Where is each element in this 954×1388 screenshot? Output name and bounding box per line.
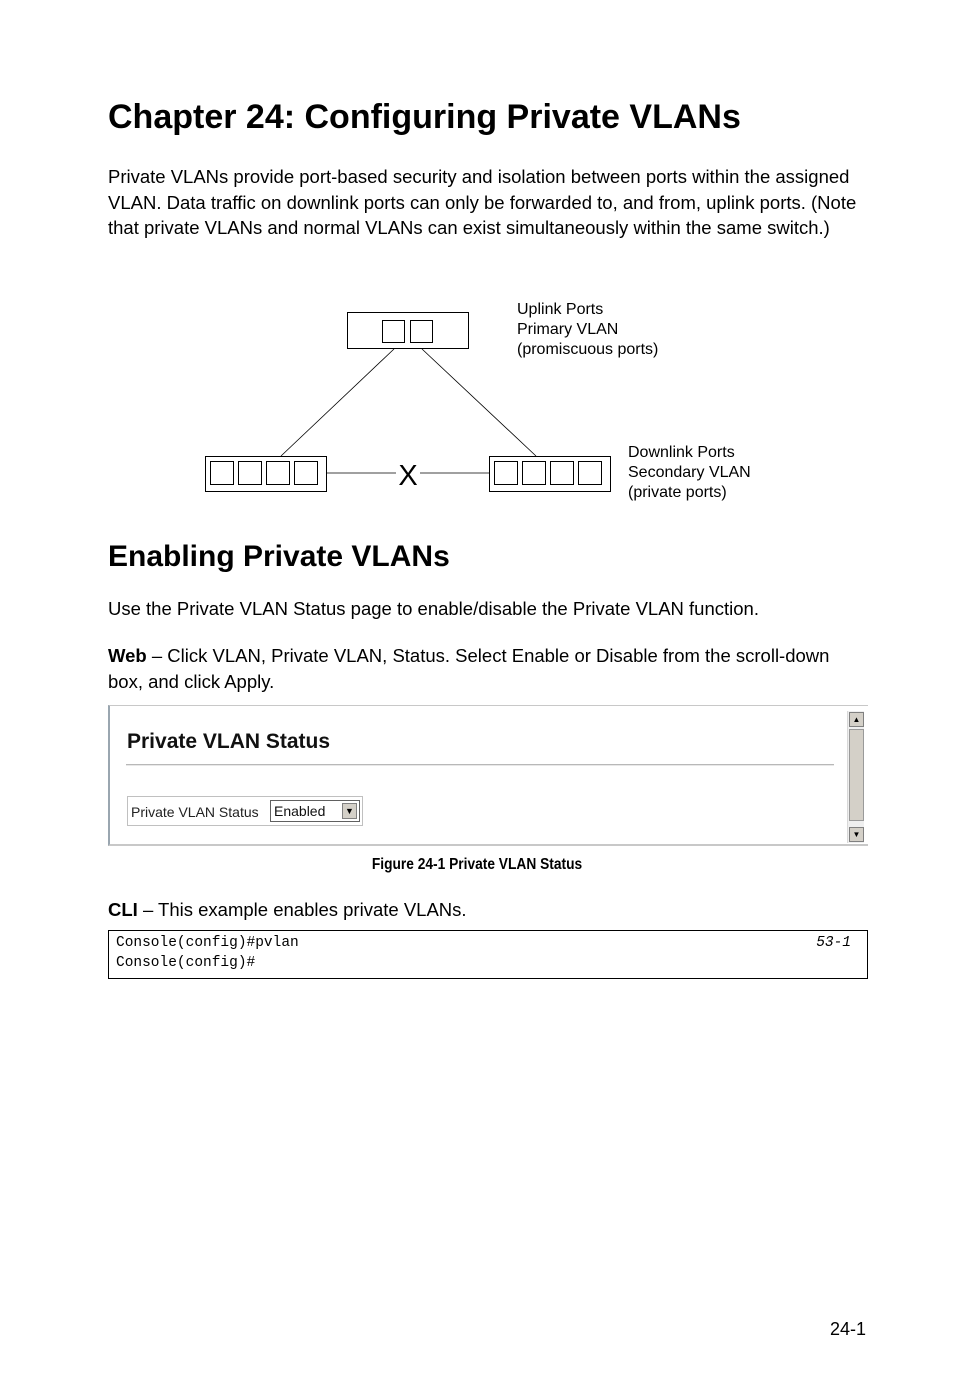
page-number: 24-1 [829,1319,866,1339]
section-title: Enabling Private VLANs [108,540,450,573]
figure-caption: Figure 24-1 Private VLAN Status [371,856,583,873]
web-instruction [108,643,868,694]
downlink-switch-right [490,457,611,492]
downlink-label-line: (private ports) [628,484,727,501]
code-line: Console(config)#pvlan [116,935,299,951]
uplink-label-line: Uplink Ports [517,301,604,318]
section-intro: Use the Private VLAN Status page to enable/disable the Private VLAN function. [108,598,759,619]
title-divider [126,764,834,766]
cli-code-block [108,930,868,979]
status-select-value: Enabled [274,803,326,819]
downlink-label-line: Secondary VLAN [628,464,751,481]
code-line: Console(config)# [116,955,256,971]
chevron-down-icon[interactable]: ▼ [342,803,357,819]
web-instruction-text: – Click VLAN, Private VLAN, Status. Select Enable or Disable from the scroll-down box, and click Apply. [108,645,830,692]
uplink-label [517,300,658,360]
scroll-down-icon[interactable]: ▼ [849,827,864,842]
intro-paragraph: Private VLANs provide port-based security and isolation between ports within the assigned VLAN. Data traffic on downlink ports can only be forwarded to, and from, uplink ports. (Note that private VLANs and normal VLANs can exist simultaneously within the same switch.) [108,166,857,238]
status-field [127,796,363,826]
connection-lines [281,349,536,473]
cli-instruction-text: – This example enables private VLANs. [137,899,467,920]
downlink-switch-left [206,457,327,492]
uplink-label-line: Primary VLAN [517,321,619,338]
panel-title: Private VLAN Status [127,730,331,753]
cli-label: CLI [108,899,138,920]
uplink-switch [348,313,469,349]
chapter-title: Chapter 24: Configuring Private VLANs [108,98,741,136]
vertical-scrollbar[interactable] [847,711,864,843]
code-reference: 53-1 [816,935,851,951]
isolation-mark: X [398,460,418,492]
private-vlan-status-panel [108,705,868,846]
web-label: Web [108,645,147,666]
downlink-label [628,443,751,503]
status-field-label: Private VLAN Status [131,804,259,820]
private-vlan-diagram [0,0,954,530]
scroll-thumb[interactable] [849,729,864,821]
status-select[interactable] [270,800,360,822]
downlink-label-line: Downlink Ports [628,444,735,461]
uplink-label-line: (promiscuous ports) [517,341,659,358]
cli-instruction [108,897,868,923]
scroll-up-icon[interactable]: ▲ [849,712,864,727]
